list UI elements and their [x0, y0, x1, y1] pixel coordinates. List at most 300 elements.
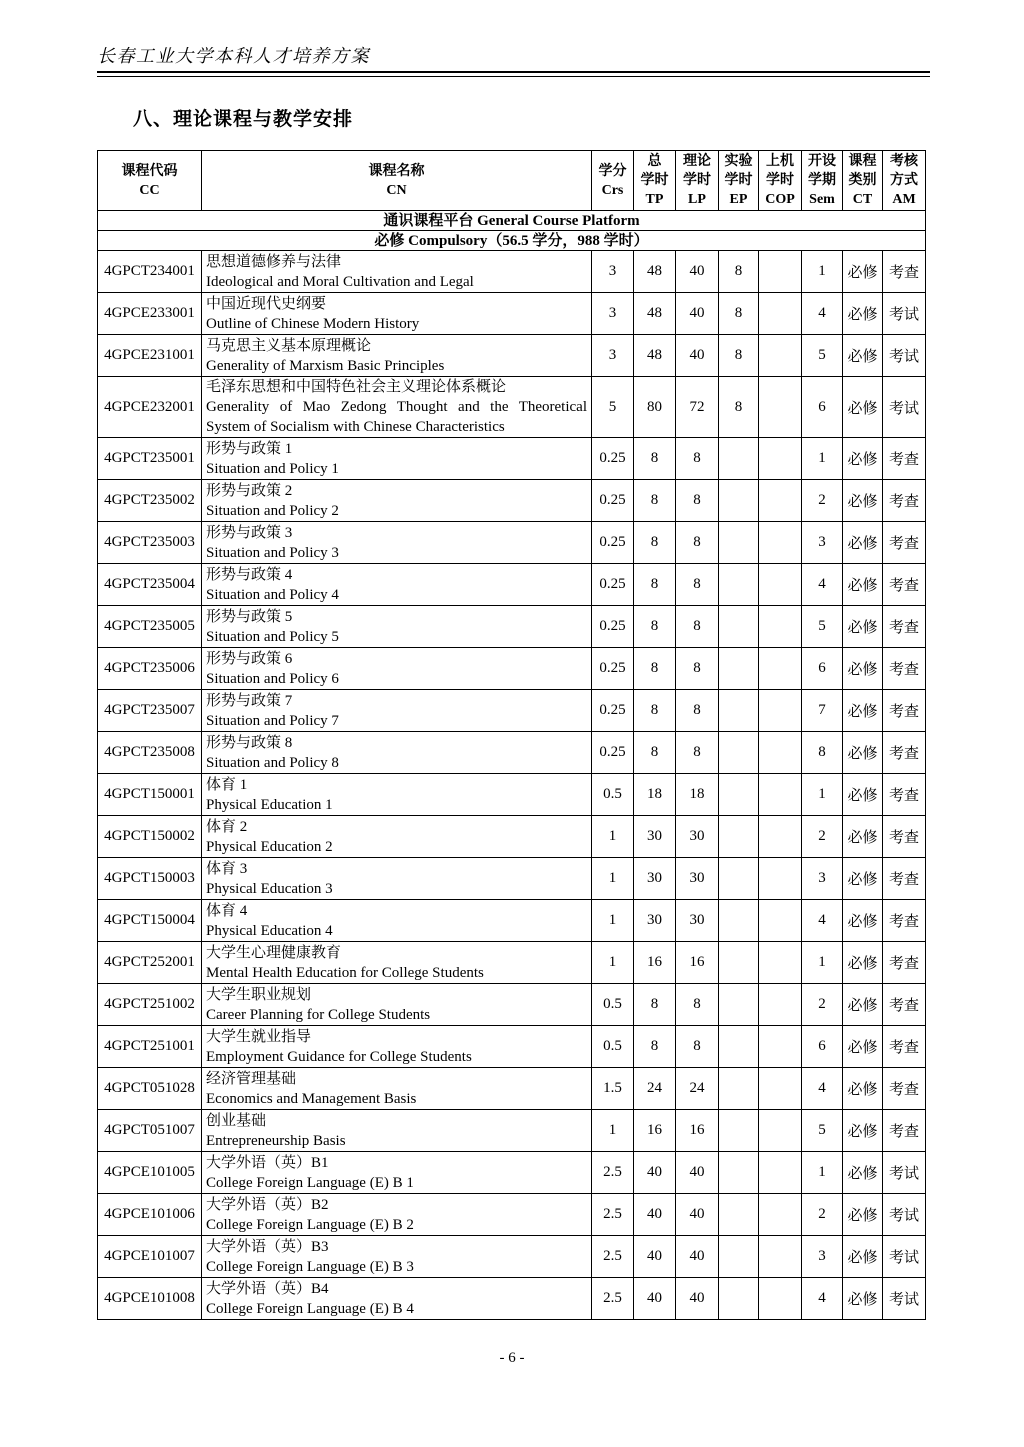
credits-cell: 1.5: [592, 1068, 634, 1110]
course-code-cell: 4GPCT235002: [98, 480, 202, 522]
computer-periods-cell: [759, 1110, 802, 1152]
lecture-periods-cell: 40: [676, 335, 719, 377]
course-name-en: Generality of Mao Zedong Thought and the Theoretical System of Socialism with Chinese Characteristics: [206, 399, 587, 435]
lecture-periods-cell: 8: [676, 480, 719, 522]
course-type-cell: 必修: [843, 690, 883, 732]
course-name-en: Situation and Policy 5: [206, 628, 339, 645]
experiment-periods-cell: [719, 480, 759, 522]
lecture-periods-cell: 24: [676, 1068, 719, 1110]
total-periods-cell: 8: [634, 480, 676, 522]
course-type-cell: 必修: [843, 606, 883, 648]
course-type-cell: 必修: [843, 648, 883, 690]
platform-section-row: [98, 211, 926, 231]
course-name-zh: 形势与政策 6: [206, 650, 293, 667]
course-row: [98, 606, 926, 648]
computer-periods-cell: [759, 522, 802, 564]
credits-cell: 2.5: [592, 1194, 634, 1236]
computer-periods-cell: [759, 648, 802, 690]
course-name-en: Entrepreneurship Basis: [206, 1132, 346, 1149]
credits-cell: 2.5: [592, 1236, 634, 1278]
column-header-line: 学时: [640, 173, 669, 188]
course-type-cell: 必修: [843, 774, 883, 816]
course-code-cell: 4GPCT150002: [98, 816, 202, 858]
course-type-cell: 必修: [843, 1152, 883, 1194]
course-name-en: Career Planning for College Students: [206, 1006, 431, 1023]
course-name-cell: [202, 858, 592, 900]
course-name-zh: 体育 4: [206, 902, 248, 919]
course-name-cell: [202, 942, 592, 984]
course-name-cell: [202, 522, 592, 564]
platform-section-label: 通识课程平台 General Course Platform: [98, 211, 926, 231]
total-periods-cell: 30: [634, 900, 676, 942]
total-periods-cell: 48: [634, 251, 676, 293]
assessment-cell: 考查: [883, 522, 926, 564]
course-code-cell: 4GPCT235007: [98, 690, 202, 732]
course-row: [98, 774, 926, 816]
semester-cell: 6: [802, 648, 843, 690]
assessment-cell: 考查: [883, 984, 926, 1026]
course-name-cell: [202, 564, 592, 606]
course-name-en: Situation and Policy 4: [206, 586, 339, 603]
assessment-cell: 考试: [883, 1236, 926, 1278]
course-type-cell: 必修: [843, 858, 883, 900]
column-header-line: CT: [852, 192, 873, 207]
page-number: - 6 -: [499, 1350, 525, 1366]
course-type-cell: 必修: [843, 564, 883, 606]
course-name-cell: [202, 606, 592, 648]
section-heading: 八、理论课程与教学安排: [133, 109, 354, 130]
computer-periods-cell: [759, 377, 802, 438]
semester-cell: 4: [802, 564, 843, 606]
course-name-cell: [202, 648, 592, 690]
course-code-cell: 4GPCT235003: [98, 522, 202, 564]
document-title: 长春工业大学本科人才培养方案: [97, 46, 370, 66]
total-periods-cell: 80: [634, 377, 676, 438]
course-name-cell: [202, 251, 592, 293]
lecture-periods-cell: 40: [676, 251, 719, 293]
course-row: [98, 1152, 926, 1194]
column-header-am: [883, 151, 926, 211]
course-name-zh: 毛泽东思想和中国特色社会主义理论体系概论: [206, 379, 507, 395]
course-row: [98, 816, 926, 858]
total-periods-cell: 8: [634, 564, 676, 606]
column-header-line: CN: [386, 182, 407, 198]
course-name-zh: 形势与政策 4: [206, 566, 293, 583]
course-name-zh: 形势与政策 3: [206, 524, 293, 541]
experiment-periods-cell: [719, 564, 759, 606]
experiment-periods-cell: [719, 1152, 759, 1194]
computer-periods-cell: [759, 1278, 802, 1320]
semester-cell: 1: [802, 251, 843, 293]
course-code-cell: 4GPCT051007: [98, 1110, 202, 1152]
lecture-periods-cell: 30: [676, 858, 719, 900]
credits-cell: 5: [592, 377, 634, 438]
assessment-cell: 考试: [883, 377, 926, 438]
lecture-periods-cell: 8: [676, 1026, 719, 1068]
assessment-cell: 考查: [883, 816, 926, 858]
course-name-cell: [202, 1278, 592, 1320]
column-header-line: LP: [688, 192, 706, 207]
credits-cell: 0.25: [592, 732, 634, 774]
column-header-cn: [202, 151, 592, 211]
semester-cell: 2: [802, 480, 843, 522]
course-name-en: Outline of Chinese Modern History: [206, 315, 420, 332]
assessment-cell: 考查: [883, 480, 926, 522]
course-type-cell: 必修: [843, 293, 883, 335]
course-name-zh: 经济管理基础: [206, 1070, 297, 1087]
course-name-cell: [202, 732, 592, 774]
semester-cell: 8: [802, 732, 843, 774]
computer-periods-cell: [759, 251, 802, 293]
course-row: [98, 1278, 926, 1320]
course-name-cell: [202, 900, 592, 942]
column-header-line: AM: [892, 192, 916, 207]
experiment-periods-cell: [719, 1194, 759, 1236]
semester-cell: 5: [802, 606, 843, 648]
column-header-sem: [802, 151, 843, 211]
course-name-cell: [202, 1152, 592, 1194]
credits-cell: 0.25: [592, 648, 634, 690]
course-name-cell: [202, 1068, 592, 1110]
assessment-cell: 考查: [883, 900, 926, 942]
experiment-periods-cell: 8: [719, 335, 759, 377]
assessment-cell: 考查: [883, 606, 926, 648]
credits-cell: 0.25: [592, 564, 634, 606]
course-type-cell: 必修: [843, 335, 883, 377]
lecture-periods-cell: 40: [676, 1236, 719, 1278]
column-header-line: 考核: [890, 154, 918, 169]
lecture-periods-cell: 8: [676, 690, 719, 732]
lecture-periods-cell: 16: [676, 942, 719, 984]
page-header: [97, 42, 930, 77]
assessment-cell: 考查: [883, 732, 926, 774]
course-type-cell: 必修: [843, 1194, 883, 1236]
experiment-periods-cell: 8: [719, 377, 759, 438]
course-code-cell: 4GPCE101006: [98, 1194, 202, 1236]
course-name-cell: [202, 438, 592, 480]
course-name-en: Generality of Marxism Basic Principles: [206, 357, 445, 374]
experiment-periods-cell: [719, 732, 759, 774]
credits-cell: 3: [592, 335, 634, 377]
column-header-crs: [592, 151, 634, 211]
course-row: [98, 858, 926, 900]
course-code-cell: 4GPCE233001: [98, 293, 202, 335]
course-name-cell: [202, 984, 592, 1026]
credits-cell: 2.5: [592, 1152, 634, 1194]
lecture-periods-cell: 40: [676, 1152, 719, 1194]
course-name-zh: 马克思主义基本原理概论: [206, 337, 372, 354]
total-periods-cell: 8: [634, 438, 676, 480]
course-name-en: Situation and Policy 6: [206, 670, 339, 687]
column-header-line: EP: [729, 192, 748, 207]
credits-cell: 0.25: [592, 690, 634, 732]
assessment-cell: 考查: [883, 251, 926, 293]
assessment-cell: 考查: [883, 774, 926, 816]
lecture-periods-cell: 8: [676, 606, 719, 648]
semester-cell: 2: [802, 984, 843, 1026]
experiment-periods-cell: [719, 522, 759, 564]
course-name-cell: [202, 480, 592, 522]
lecture-periods-cell: 8: [676, 522, 719, 564]
course-name-en: Situation and Policy 8: [206, 754, 339, 771]
semester-cell: 3: [802, 522, 843, 564]
course-name-en: Situation and Policy 7: [206, 712, 339, 729]
course-code-cell: 4GPCT150004: [98, 900, 202, 942]
credits-cell: 0.5: [592, 774, 634, 816]
column-header-line: 课程名称: [368, 163, 425, 179]
computer-periods-cell: [759, 816, 802, 858]
course-name-en: Physical Education 3: [206, 880, 333, 897]
course-type-cell: 必修: [843, 732, 883, 774]
column-header-line: 学时: [766, 173, 794, 188]
course-type-cell: 必修: [843, 522, 883, 564]
credits-cell: 0.25: [592, 522, 634, 564]
course-type-cell: 必修: [843, 438, 883, 480]
course-code-cell: 4GPCT251001: [98, 1026, 202, 1068]
computer-periods-cell: [759, 335, 802, 377]
computer-periods-cell: [759, 1152, 802, 1194]
course-type-cell: 必修: [843, 1068, 883, 1110]
total-periods-cell: 16: [634, 942, 676, 984]
course-row: [98, 690, 926, 732]
total-periods-cell: 8: [634, 1026, 676, 1068]
column-header-cc: [98, 151, 202, 211]
experiment-periods-cell: [719, 690, 759, 732]
course-name-en: Situation and Policy 3: [206, 544, 339, 561]
course-type-cell: 必修: [843, 816, 883, 858]
total-periods-cell: 30: [634, 858, 676, 900]
total-periods-cell: 48: [634, 293, 676, 335]
computer-periods-cell: [759, 984, 802, 1026]
column-header-line: Crs: [601, 182, 624, 198]
course-type-cell: 必修: [843, 1110, 883, 1152]
credits-cell: 1: [592, 1110, 634, 1152]
assessment-cell: 考查: [883, 1110, 926, 1152]
experiment-periods-cell: [719, 606, 759, 648]
column-header-line: 实验: [724, 154, 753, 169]
experiment-periods-cell: [719, 900, 759, 942]
course-type-cell: 必修: [843, 900, 883, 942]
column-header-line: 上机: [766, 154, 794, 169]
lecture-periods-cell: 8: [676, 438, 719, 480]
credits-cell: 0.25: [592, 438, 634, 480]
course-name-zh: 大学外语（英）B2: [206, 1196, 329, 1213]
assessment-cell: 考试: [883, 335, 926, 377]
course-name-zh: 形势与政策 2: [206, 482, 293, 499]
total-periods-cell: 8: [634, 606, 676, 648]
credits-cell: 3: [592, 251, 634, 293]
course-name-zh: 大学外语（英）B3: [206, 1238, 329, 1255]
course-name-zh: 大学外语（英）B1: [206, 1154, 329, 1171]
course-code-cell: 4GPCT150003: [98, 858, 202, 900]
total-periods-cell: 40: [634, 1152, 676, 1194]
column-header-line: CC: [139, 182, 160, 198]
course-name-zh: 形势与政策 8: [206, 734, 293, 751]
experiment-periods-cell: [719, 1110, 759, 1152]
semester-cell: 2: [802, 1194, 843, 1236]
course-name-cell: [202, 377, 592, 438]
semester-cell: 4: [802, 1068, 843, 1110]
assessment-cell: 考试: [883, 293, 926, 335]
computer-periods-cell: [759, 1026, 802, 1068]
course-row: [98, 293, 926, 335]
semester-cell: 6: [802, 377, 843, 438]
assessment-cell: 考试: [883, 1152, 926, 1194]
course-name-cell: [202, 816, 592, 858]
computer-periods-cell: [759, 480, 802, 522]
course-schedule-table: [97, 150, 926, 1320]
header-divider-rule: [97, 71, 930, 77]
semester-cell: 5: [802, 1110, 843, 1152]
course-name-en: College Foreign Language (E) B 4: [206, 1300, 414, 1317]
course-name-zh: 大学生职业规划: [206, 986, 312, 1003]
course-name-zh: 思想道德修养与法律: [206, 253, 342, 270]
course-code-cell: 4GPCE232001: [98, 377, 202, 438]
course-code-cell: 4GPCT235001: [98, 438, 202, 480]
semester-cell: 4: [802, 900, 843, 942]
assessment-cell: 考查: [883, 564, 926, 606]
column-header-line: Sem: [809, 192, 835, 207]
assessment-cell: 考查: [883, 690, 926, 732]
lecture-periods-cell: 8: [676, 984, 719, 1026]
course-row: [98, 732, 926, 774]
semester-cell: 4: [802, 293, 843, 335]
course-name-en: Physical Education 1: [206, 796, 333, 813]
course-name-en: Economics and Management Basis: [206, 1090, 417, 1107]
course-code-cell: 4GPCT234001: [98, 251, 202, 293]
column-header-line: 理论: [683, 154, 711, 169]
computer-periods-cell: [759, 606, 802, 648]
total-periods-cell: 8: [634, 984, 676, 1026]
course-name-en: Physical Education 2: [206, 838, 333, 855]
course-name-cell: [202, 1194, 592, 1236]
experiment-periods-cell: [719, 1236, 759, 1278]
course-name-zh: 大学外语（英）B4: [206, 1280, 329, 1297]
course-type-cell: 必修: [843, 984, 883, 1026]
course-name-zh: 体育 2: [206, 818, 248, 835]
course-row: [98, 984, 926, 1026]
column-header-line: 类别: [848, 173, 877, 188]
credits-cell: 1: [592, 900, 634, 942]
assessment-cell: 考查: [883, 1068, 926, 1110]
lecture-periods-cell: 40: [676, 293, 719, 335]
computer-periods-cell: [759, 858, 802, 900]
lecture-periods-cell: 30: [676, 900, 719, 942]
course-name-cell: [202, 1236, 592, 1278]
course-row: [98, 1026, 926, 1068]
course-name-cell: [202, 1110, 592, 1152]
course-row: [98, 522, 926, 564]
experiment-periods-cell: [719, 774, 759, 816]
semester-cell: 1: [802, 438, 843, 480]
course-code-cell: 4GPCT251002: [98, 984, 202, 1026]
computer-periods-cell: [759, 1194, 802, 1236]
course-row: [98, 564, 926, 606]
computer-periods-cell: [759, 732, 802, 774]
course-name-en: College Foreign Language (E) B 3: [206, 1258, 414, 1275]
credits-cell: 0.25: [592, 606, 634, 648]
computer-periods-cell: [759, 774, 802, 816]
total-periods-cell: 40: [634, 1278, 676, 1320]
lecture-periods-cell: 40: [676, 1278, 719, 1320]
column-header-line: 课程: [848, 154, 877, 169]
course-row: [98, 648, 926, 690]
column-header-line: 学时: [683, 173, 711, 188]
course-code-cell: 4GPCE231001: [98, 335, 202, 377]
course-name-en: Situation and Policy 1: [206, 460, 339, 477]
compulsory-section-row: [98, 231, 926, 251]
semester-cell: 7: [802, 690, 843, 732]
assessment-cell: 考查: [883, 858, 926, 900]
course-name-en: Situation and Policy 2: [206, 502, 339, 519]
semester-cell: 1: [802, 1152, 843, 1194]
course-code-cell: 4GPCT150001: [98, 774, 202, 816]
credits-cell: 1: [592, 816, 634, 858]
assessment-cell: 考试: [883, 1194, 926, 1236]
total-periods-cell: 8: [634, 522, 676, 564]
total-periods-cell: 8: [634, 690, 676, 732]
semester-cell: 6: [802, 1026, 843, 1068]
lecture-periods-cell: 30: [676, 816, 719, 858]
credits-cell: 0.25: [592, 480, 634, 522]
course-code-cell: 4GPCE101005: [98, 1152, 202, 1194]
course-row: [98, 1194, 926, 1236]
total-periods-cell: 40: [634, 1236, 676, 1278]
total-periods-cell: 48: [634, 335, 676, 377]
column-header-ep: [719, 151, 759, 211]
lecture-periods-cell: 72: [676, 377, 719, 438]
lecture-periods-cell: 8: [676, 648, 719, 690]
course-name-en: College Foreign Language (E) B 1: [206, 1174, 414, 1191]
course-code-cell: 4GPCT235008: [98, 732, 202, 774]
course-type-cell: 必修: [843, 251, 883, 293]
course-type-cell: 必修: [843, 1278, 883, 1320]
course-name-zh: 形势与政策 1: [206, 440, 293, 457]
course-name-cell: [202, 690, 592, 732]
credits-cell: 3: [592, 293, 634, 335]
experiment-periods-cell: [719, 1026, 759, 1068]
course-name-zh: 大学生就业指导: [206, 1028, 312, 1045]
computer-periods-cell: [759, 564, 802, 606]
course-code-cell: 4GPCT235006: [98, 648, 202, 690]
column-header-line: TP: [645, 192, 664, 207]
lecture-periods-cell: 16: [676, 1110, 719, 1152]
total-periods-cell: 8: [634, 732, 676, 774]
lecture-periods-cell: 8: [676, 564, 719, 606]
computer-periods-cell: [759, 438, 802, 480]
total-periods-cell: 8: [634, 648, 676, 690]
course-type-cell: 必修: [843, 377, 883, 438]
course-name-en: Physical Education 4: [206, 922, 333, 939]
experiment-periods-cell: [719, 1278, 759, 1320]
course-name-en: College Foreign Language (E) B 2: [206, 1216, 414, 1233]
course-code-cell: 4GPCT252001: [98, 942, 202, 984]
column-header-line: 方式: [890, 173, 918, 188]
course-row: [98, 1236, 926, 1278]
total-periods-cell: 16: [634, 1110, 676, 1152]
assessment-cell: 考试: [883, 1278, 926, 1320]
column-header-line: 开设: [808, 154, 836, 169]
course-name-zh: 中国近现代史纲要: [206, 295, 327, 312]
column-header-line: 课程代码: [121, 163, 178, 179]
course-name-zh: 大学生心理健康教育: [206, 944, 342, 961]
course-type-cell: 必修: [843, 1236, 883, 1278]
column-header-cop: [759, 151, 802, 211]
course-name-cell: [202, 1026, 592, 1068]
lecture-periods-cell: 8: [676, 732, 719, 774]
experiment-periods-cell: 8: [719, 251, 759, 293]
course-row: [98, 251, 926, 293]
